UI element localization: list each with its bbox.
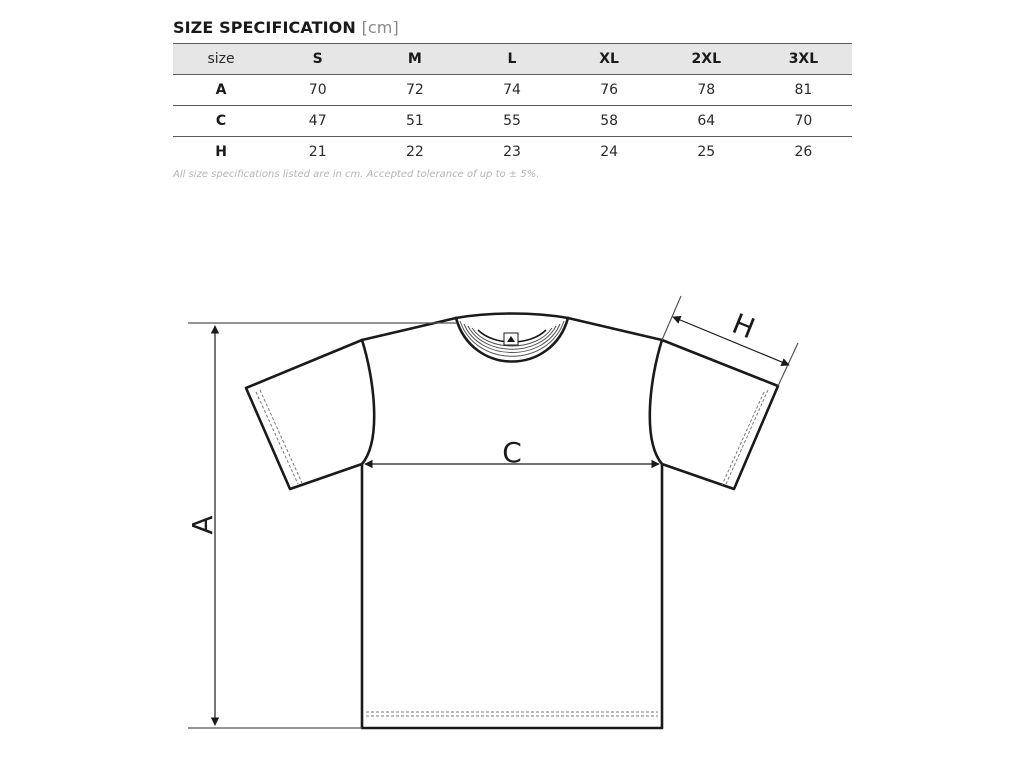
table-cell: 55 [463, 106, 560, 137]
table-cell: 21 [308, 144, 327, 160]
table-cell: 23 [503, 144, 521, 160]
dimension-a [188, 323, 456, 728]
table-cell: 70 [269, 75, 366, 106]
dimension-h [662, 296, 798, 386]
table-cell: 78 [658, 75, 755, 106]
size-header-xl: XL [561, 44, 658, 75]
row-label-h: H [215, 144, 227, 160]
size-header-l: L [463, 44, 560, 75]
size-header-2xl: 2XL [658, 44, 755, 75]
left-armhole [362, 340, 374, 464]
tshirt-body [362, 464, 662, 728]
table-cell: 74 [463, 75, 560, 106]
table-cell: 22 [405, 144, 424, 160]
table-cell: 64 [658, 106, 755, 137]
table-cell: 72 [366, 75, 463, 106]
right-sleeve [662, 340, 778, 489]
left-sleeve [246, 340, 362, 489]
row-label-a: A [173, 75, 269, 106]
table-cell: 58 [561, 106, 658, 137]
tolerance-note: All size specifications listed are in cm. Accepted tolerance of up to ± 5%. [173, 169, 540, 180]
dimension-h-arrow [673, 317, 789, 365]
dimension-c-label: C [502, 436, 522, 469]
row-label-c: C [173, 106, 269, 137]
table-cell: 24 [600, 144, 619, 160]
right-shoulder [568, 318, 662, 340]
table-cell: 25 [697, 144, 716, 160]
tshirt-outline [246, 314, 778, 729]
left-shoulder [362, 318, 456, 340]
collar-top [456, 314, 568, 319]
size-header-3xl: 3XL [755, 44, 852, 75]
table-cell: 70 [755, 106, 852, 137]
table-cell: 26 [794, 144, 813, 160]
size-header-s: S [269, 44, 366, 75]
dimension-h-label: H [727, 306, 760, 346]
spec-title-text: SIZE SPECIFICATION [173, 18, 356, 37]
table-cell: 81 [755, 75, 852, 106]
right-armhole [650, 340, 662, 464]
dimension-a-label: A [186, 515, 219, 535]
collar-label-icon [504, 333, 518, 345]
size-header-m: M [366, 44, 463, 75]
table-cell: 76 [561, 75, 658, 106]
size-column-label: size [173, 44, 269, 75]
table-cell: 47 [269, 106, 366, 137]
spec-unit: [cm] [361, 18, 399, 37]
table-cell: 51 [366, 106, 463, 137]
